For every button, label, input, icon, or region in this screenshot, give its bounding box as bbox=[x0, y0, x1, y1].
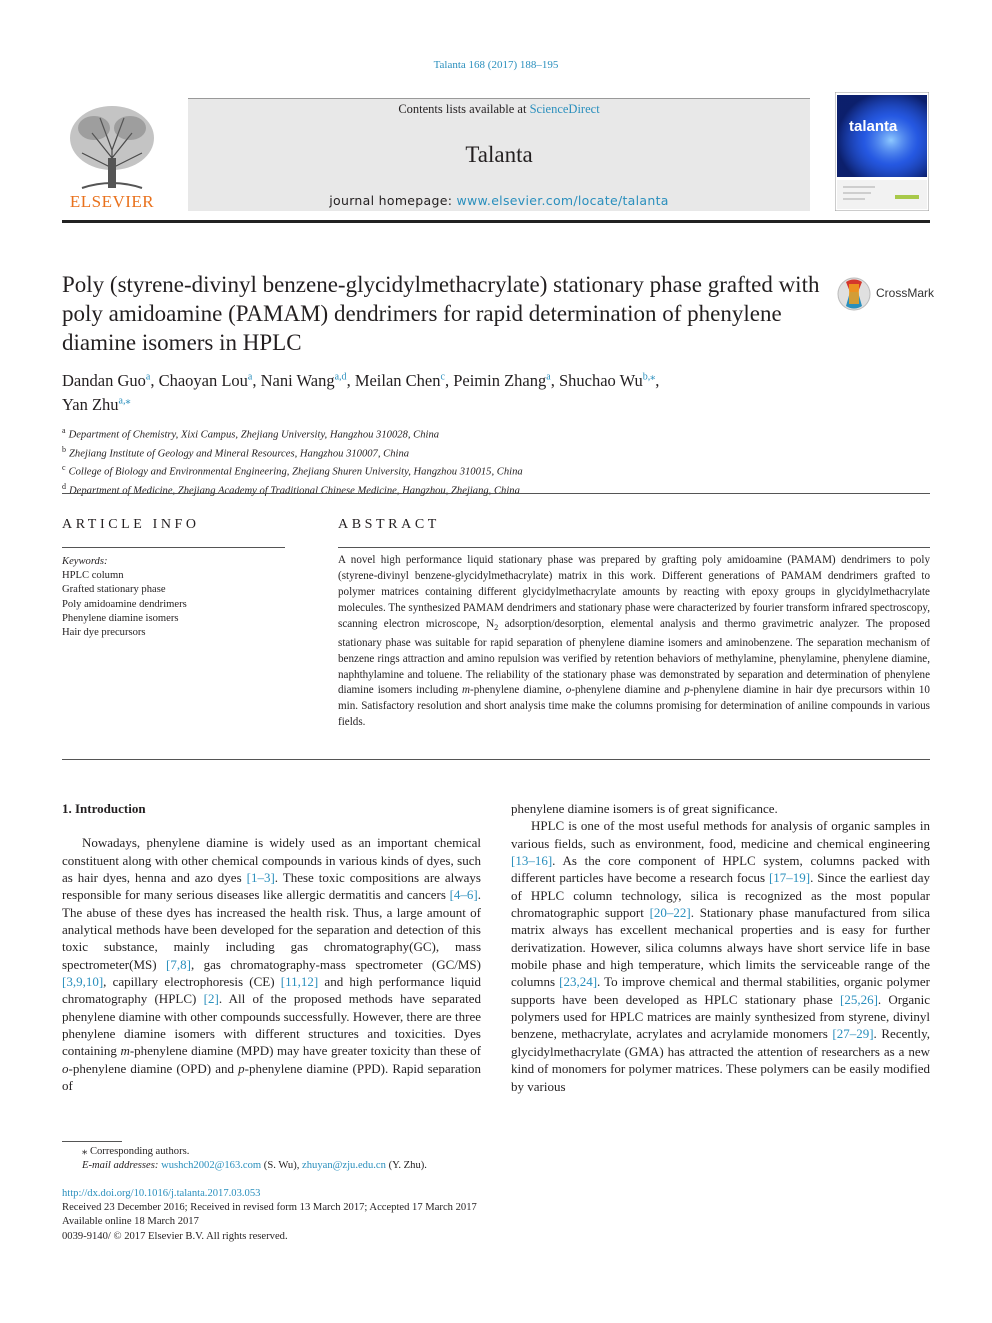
homepage-prefix: journal homepage: bbox=[329, 193, 457, 208]
keyword: Grafted stationary phase bbox=[62, 584, 166, 596]
sciencedirect-link[interactable]: ScienceDirect bbox=[529, 102, 600, 116]
author[interactable]: Nani Wang$^{a,d}$ bbox=[260, 371, 347, 390]
author-list: Dandan Guo$^a$, Chaoyan Lou$^a$, Nani Wang$^{a,d}$, Meilan Chen$^c$, Peimin Zhang$^a$, Shuchao $Wu^{b,⁎}$, Yan Zhu$^{a,⁎}$ bbox=[62, 371, 660, 414]
citation-link[interactable]: [13–16] bbox=[511, 853, 553, 869]
citation-link[interactable]: [1–3] bbox=[246, 870, 275, 886]
publication-info bbox=[62, 1187, 762, 1244]
citation-link[interactable]: [23,24] bbox=[559, 974, 598, 990]
abstract-heading: ABSTRACT bbox=[338, 517, 440, 532]
keywords-label: Keywords: bbox=[62, 556, 108, 567]
email-note: E-mail addresses: wushch2002@163.com (S. Wu), zhuyan@zju.edu.cn (Y. Zhu). bbox=[82, 1160, 427, 1172]
affiliation: $^c$ College of Biology and Environmental Engineering, Zhejiang Shuren University, Hangzhou 310015, China bbox=[62, 463, 523, 478]
paragraph: HPLC is one of the most useful methods for analysis of organic samples in various fields, such as environment, food, medicine and chemical engineering [13–16]. As the core component of HPLC system, columns packed with different particles have become a research focus [17–19]. Since the earliest day of HPLC column technology, silica is recognized as the most popular chromatographic support [20–22]. Stationary phase manufactured from silica matrix always has excellent mechanical properties and is easy for further derivatization. However, silica columns always have short service life in base mobile phase and high temperature, which limits the serviceable range of the columns [23,24]. To improve chemical and thermal stabilities, organic polymer supports have been developed as HPLC stationary phase [25,26]. Organic polymers used for HPLC matrices are mainly synthesized from styrene, divinyl benzene, methacrylate, acrylates and acrylamide monomers [27–29]. Recently, glycidylmethacrylate (GMA) has attracted the attention of researchers as a new kind of monomers for polymer matrices. These polymers can be easily modified by various bbox=[511, 818, 930, 1094]
citation-link[interactable]: [3,9,10] bbox=[62, 974, 104, 990]
homepage-link[interactable]: www.elsevier.com/locate/talanta bbox=[456, 193, 669, 208]
journal-cover-thumbnail[interactable] bbox=[835, 92, 929, 211]
citation-link[interactable]: [4–6] bbox=[449, 887, 478, 903]
affiliation: $^b$ Zhejiang Institute of Geology and Mineral Resources, Hangzhou 310007, China bbox=[62, 444, 410, 460]
crossmark-label: CrossMark bbox=[876, 286, 935, 300]
footnote-rule bbox=[62, 1141, 122, 1142]
copyright: 0039-9140/ © 2017 Elsevier B.V. All rights reserved. bbox=[62, 1230, 288, 1242]
article-title: Poly (styrene-divinyl benzene-glycidylmethacrylate) stationary phase grafted with poly amidoamine (PAMAM) dendrimers for rapid determination of phenylene diamine isomers in HPLC bbox=[62, 272, 820, 355]
author[interactable]: Chaoyan Lou$^a$ bbox=[158, 371, 253, 390]
cover-title: talanta bbox=[849, 118, 898, 135]
author[interactable]: Yan Zhu$^{a,⁎}$ bbox=[62, 395, 131, 414]
divider bbox=[62, 759, 930, 760]
contents-prefix: Contents lists available at bbox=[398, 102, 530, 116]
article-info-heading: ARTICLE INFO bbox=[62, 517, 200, 532]
affiliation: $^a$ Department of Chemistry, Xixi Campus, Zhejiang University, Hangzhou 310028, China bbox=[62, 426, 440, 441]
email-link[interactable]: zhuyan@zju.edu.cn bbox=[302, 1160, 386, 1172]
citation-link[interactable]: [25,26] bbox=[840, 991, 878, 1007]
affiliations bbox=[62, 424, 862, 499]
citation-link[interactable]: [2] bbox=[203, 991, 219, 1007]
citation-link[interactable]: [17–19] bbox=[768, 870, 811, 886]
footnotes bbox=[62, 1145, 662, 1174]
body-column-left bbox=[62, 800, 481, 1095]
crossmark-badge[interactable] bbox=[836, 276, 935, 312]
header-rule bbox=[62, 220, 930, 223]
keywords bbox=[62, 555, 287, 640]
author[interactable]: Peimin Zhang$^a$ bbox=[453, 371, 551, 390]
citation-link[interactable]: [27–29] bbox=[832, 1026, 874, 1042]
online-date: Available online 18 March 2017 bbox=[62, 1216, 199, 1228]
author[interactable]: Shuchao $Wu^{b,⁎}$ bbox=[558, 371, 656, 390]
keyword: Poly amidoamine dendrimers bbox=[62, 598, 187, 610]
affiliation: $^d$ Department of Medicine, Zhejiang Academy of Traditional Chinese Medicine, Hangzhou, Zhejiang, China bbox=[62, 482, 520, 497]
corresponding-note: ⁎ Corresponding authors. bbox=[82, 1146, 190, 1157]
citation-link[interactable]: [7,8] bbox=[166, 956, 191, 972]
paragraph: phenylene diamine isomers is of great significance. bbox=[511, 801, 778, 816]
homepage-line bbox=[188, 193, 810, 208]
citation-link[interactable]: [11,12] bbox=[280, 974, 319, 990]
received-dates: Received 23 December 2016; Received in revised form 13 March 2017; Accepted 17 March 2017 bbox=[62, 1202, 477, 1214]
abstract-text: A novel high performance liquid stationary phase was prepared by grafting poly amidoamine (PAMAM) dendrimers to poly (styrene-divinyl benzene-glycidylmethacrylate) matrix in this work. Different generations of PAMAM dendrimers grafted to polymer matrices containing different glycidylmethacrylate amounts by reacting with epoxy groups in glycidylmethacrylate molecules. The synthesized PAMAM dendrimers and stationary phase were characterized by fourier transform infrared spectroscopy, scanning electron microscope, $N_2$ adsorption/desorption, elemental analysis and thermo gravimetric analyzer. The proposed stationary phase was suitable for rapid separation of phenylene diamine isomers and aminobenzene. The separation mechanism of benzene rings attraction and amino repulsion was verified by retention behaviors of methylamine, phenylamine, phenylene diamine, naphthylamine and toluene. The reliability of the stationary phase was demonstrated by separation and determination of phenylene diamine isomers including m-phenylene diamine, o-phenylene diamine and p-phenylene diamine in hair dye precursors within 10 min. Satisfactory resolution and short analysis time make the columns promising for determination of aniline compounds in various fields. bbox=[338, 554, 931, 729]
divider bbox=[62, 547, 285, 548]
citation-link[interactable]: [20–22] bbox=[649, 905, 691, 921]
paragraph: Nowadays, phenylene diamine is widely used as an important chemical constituent along with other chemical compounds in various kinds of dyes, such as hair dyes, henna and azo dyes [1–3]. These toxic compositions are always responsible for many serious diseases like allergic dermatitis and cancers [4–6]. The abuse of these dyes has increased the health risk. Thus, a large amount of analytical methods have been developed for the separation and detection of this toxic substance, mainly including gas chromatography(GC), mass spectrometer(MS) [7,8], gas chromatography-mass spectrometer (GC/MS) [3,9,10], capillary electrophoresis (CE) [11,12] and high performance liquid chromatography (HPLC) [2]. All of the proposed methods have separated phenylene diamine with other compounds successfully. However, there are three phenylene diamine isomers with different structures and toxicities. Dyes containing m-phenylene diamine (MPD) may have greater toxicity than these of o-phenylene diamine (OPD) and p-phenylene diamine (PPD). Rapid separation of bbox=[62, 835, 482, 1094]
divider bbox=[62, 493, 930, 494]
email-link[interactable]: wushch2002@163.com bbox=[161, 1160, 262, 1172]
elsevier-logo[interactable] bbox=[62, 98, 162, 210]
keyword: Phenylene diamine isomers bbox=[62, 612, 179, 624]
doi-link[interactable]: http://dx.doi.org/10.1016/j.talanta.2017.03.053 bbox=[62, 1188, 261, 1199]
body-column-right bbox=[511, 800, 930, 1095]
crossmark-icon bbox=[836, 276, 872, 312]
journal-citation[interactable]: Talanta 168 (2017) 188–195 bbox=[433, 59, 559, 71]
keyword: Hair dye precursors bbox=[62, 627, 146, 639]
divider bbox=[338, 547, 930, 548]
author[interactable]: Dandan Guo$^a$ bbox=[62, 371, 151, 390]
elsevier-wordmark: ELSEVIER bbox=[69, 192, 155, 211]
keyword: HPLC column bbox=[62, 570, 124, 582]
contents-line bbox=[188, 102, 810, 117]
author[interactable]: Meilan Chen$^c$ bbox=[354, 371, 445, 390]
section-heading-introduction: 1. Introduction bbox=[62, 801, 146, 816]
journal-name: Talanta bbox=[465, 142, 533, 167]
